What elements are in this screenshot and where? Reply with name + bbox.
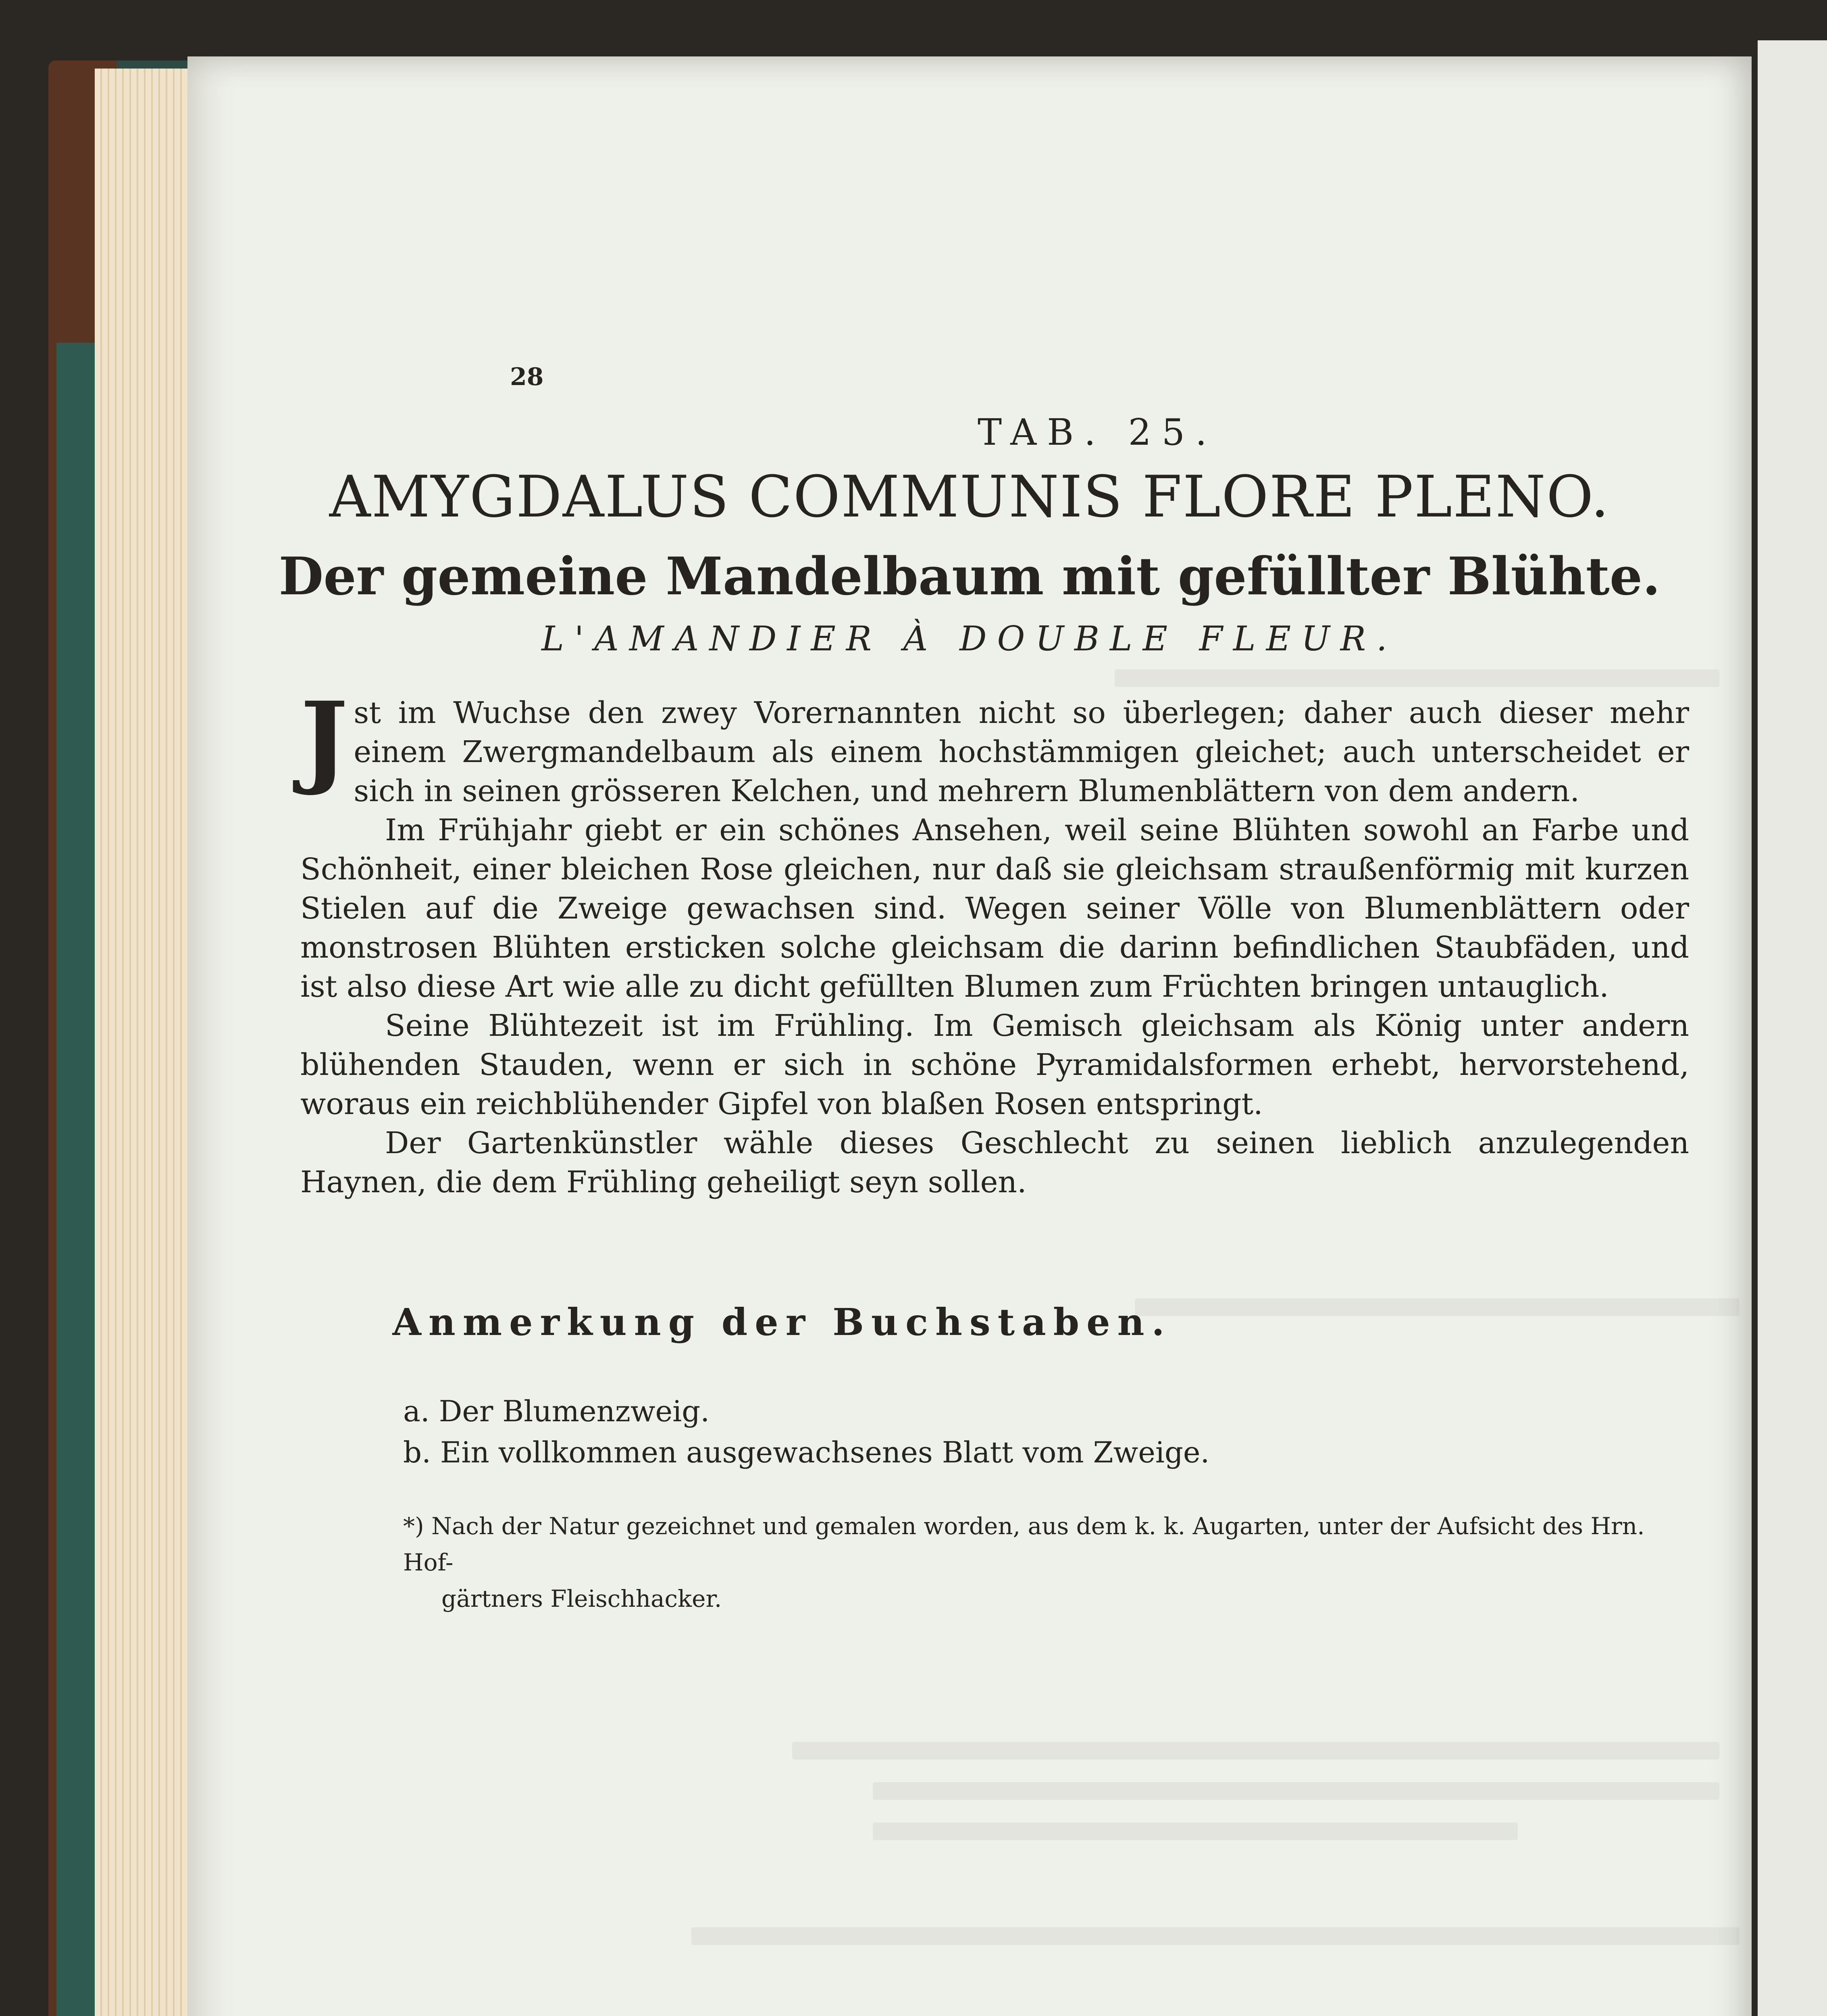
footnote-line-1: *) Nach der Natur gezeichnet und gemalen worden, aus dem k. k. Augarten, unter der Aufsicht des Hrn. Hof-: [403, 1512, 1645, 1576]
show-through-text: [873, 1782, 1719, 1800]
paragraph-growth-text: st im Wuchse den zwey Vorernannten nicht so überlegen; daher auch dieser mehr einem Zwergmandelbaum als einem hochstämmigen gleichet; auch unterscheidet er sich in seinen grösseren Kelchen, und mehrern Blumenblättern von dem andern.: [354, 696, 1689, 808]
paragraph-growth: [300, 679, 1689, 811]
footnote: [403, 1508, 1697, 1617]
legend-item-a: a. Der Blumenzweig.: [403, 1394, 710, 1428]
page-number: 28: [510, 363, 544, 391]
paragraph-flowering: Seine Blühtezeit ist im Frühling. Im Gemisch gleichsam als König unter andern blühenden Stauden, wenn er sich in schöne Pyramidalsformen erhebt, hervorstehend, woraus ein reichblühender Gipfel von blaßen Rosen entspringt.: [300, 1008, 1689, 1121]
paragraph-spring: Im Frühjahr giebt er ein schönes Ansehen, weil seine Blühten sowohl an Farbe und Schönheit, einer bleichen Rose gleichen, nur daß sie gleichsam straußenförmig mit kurzen Stielen auf die Zweige gewachsen sind. Wegen seiner Völle von Blumenblättern oder monstrosen Blühten ersticken solche gleichsam die darinn befindlichen Staubfäden, und ist also diese Art wie alle zu dicht gefüllten Blumen zum Früchten bringen untauglich.: [300, 813, 1689, 1004]
show-through-text: [1115, 669, 1719, 687]
legend-item-b: b. Ein vollkommen ausgewachsenes Blatt vom Zweige.: [403, 1435, 1210, 1469]
german-title: Der gemeine Mandelbaum mit gefüllter Blühte.: [279, 546, 1661, 607]
plate-number: TAB. 25.: [978, 411, 1217, 454]
show-through-text: [691, 1927, 1740, 1945]
footnote-line-2: gärtners Fleischhacker.: [441, 1585, 722, 1612]
show-through-text: [792, 1742, 1719, 1760]
show-through-text: [873, 1822, 1518, 1840]
facing-page-edge: [1758, 40, 1827, 2016]
notes-heading: Anmerkung der Buchstaben.: [392, 1300, 1172, 1344]
latin-title: AMYGDALUS COMMUNIS FLORE PLENO.: [329, 464, 1610, 530]
french-title: L'AMANDIER À DOUBLE FLEUR.: [541, 619, 1398, 658]
description-body: [300, 679, 1689, 1202]
paragraph-gardener: Der Gartenkünstler wähle dieses Geschlecht zu seinen lieblich anzulegenden Haynen, die dem Frühling geheiligt seyn sollen.: [300, 1126, 1689, 1200]
page-block-edges: [95, 69, 191, 2016]
drop-cap-initial: J: [300, 679, 348, 798]
